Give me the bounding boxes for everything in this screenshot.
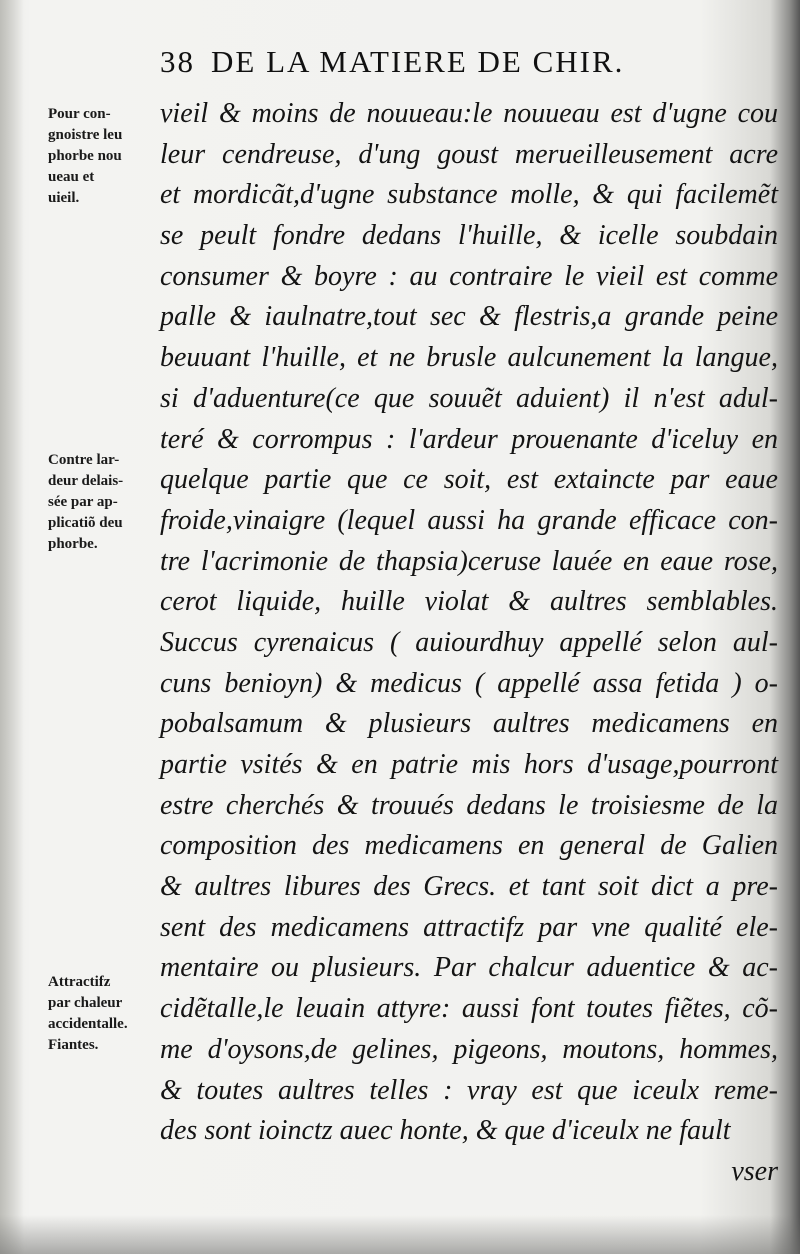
text-line: cerot liquide, huille violat & aultres semblables. bbox=[160, 586, 778, 618]
marginal-note-line: accidentalle. bbox=[48, 1016, 128, 1032]
marginal-note-line: gnoistre leu bbox=[48, 127, 123, 143]
marginal-note-line: phorbe. bbox=[48, 536, 98, 552]
text-line: leur cendreuse, d'ung goust merueilleusement acre bbox=[160, 138, 778, 170]
text-line: si d'aduenture(ce que souuẽt aduient) il n'est adul- bbox=[160, 382, 778, 414]
body-text bbox=[160, 94, 778, 1193]
text-line: cidẽtalle,le leuain attyre: aussi font toutes fiẽtes, cõ- bbox=[160, 993, 778, 1025]
text-line: & aultres libures des Grecs. et tant soit dict a pre- bbox=[160, 871, 778, 903]
marginal-note-line: phorbe nou bbox=[48, 148, 122, 164]
marginal-note-line: par chaleur bbox=[48, 995, 123, 1011]
text-line: se peult fondre dedans l'huille, & icelle soubdain bbox=[160, 220, 778, 252]
marginal-note-3 bbox=[48, 972, 160, 1056]
marginal-note-line: plicatiõ deu bbox=[48, 515, 123, 531]
text-line: froide,vinaigre (lequel aussi ha grande efficace con- bbox=[160, 504, 778, 536]
marginal-note-line: Fiantes. bbox=[48, 1037, 99, 1053]
marginal-note-line: Attractifz bbox=[48, 974, 111, 990]
running-title: DE LA MATIERE DE CHIR. bbox=[211, 44, 625, 79]
text-line: cuns benioyn) & medicus ( appellé assa fetida ) o- bbox=[160, 667, 778, 699]
marginal-note-line: deur delais- bbox=[48, 473, 124, 489]
binding-shadow bbox=[0, 0, 24, 1254]
text-line: estre cherchés & trouués dedans le troisiesme de la bbox=[160, 789, 778, 821]
marginal-note-line: sée par ap- bbox=[48, 494, 118, 510]
marginal-note-line: ueau et bbox=[48, 169, 95, 185]
text-line: partie vsités & en patrie mis hors d'usage,pourront bbox=[160, 749, 778, 780]
catchword: vser bbox=[731, 1155, 778, 1187]
text-line: mentaire ou plusieurs. Par chalcur aduentice & ac- bbox=[160, 952, 778, 984]
text-line: me d'oysons,de gelines, pigeons, moutons, hommes, bbox=[160, 1033, 778, 1065]
text-line: Succus cyrenaicus ( auiourdhuy appellé selon aul- bbox=[160, 626, 778, 658]
text-line: teré & corrompus : l'ardeur prouenante d'iceluy en bbox=[160, 423, 778, 455]
text-line: et mordicãt,d'ugne substance molle, & qui facilemẽt bbox=[160, 179, 778, 211]
text-line: vieil & moins de nouueau:le nouueau est d'ugne cou bbox=[160, 98, 778, 129]
text-line: quelque partie que ce soit, est extaincte par eaue bbox=[160, 464, 778, 496]
marginal-note-line: Contre lar- bbox=[48, 452, 120, 468]
marginal-note-2 bbox=[48, 450, 160, 555]
text-line: palle & iaulnatre,tout sec & flestris,a grande peine bbox=[160, 301, 778, 333]
text-line: beuuant l'huille, et ne brusle aulcunement la langue, bbox=[160, 342, 778, 374]
page-number: 38 bbox=[160, 44, 195, 79]
text-line: des sont ioinctz auec honte, & que d'iceulx ne fault bbox=[160, 1115, 731, 1147]
marginal-note-line: Pour con- bbox=[48, 106, 111, 122]
running-header bbox=[160, 44, 770, 84]
text-line: pobalsamum & plusieurs aultres medicamens en bbox=[160, 708, 778, 740]
text-line: tre l'acrimonie de thapsia)ceruse lauée en eaue rose, bbox=[160, 545, 778, 577]
marginal-note-1 bbox=[48, 104, 160, 209]
text-line: & toutes aultres telles : vray est que iceulx reme- bbox=[160, 1074, 778, 1106]
text-line: composition des medicamens en general de Galien bbox=[160, 830, 778, 862]
page-bottom-shadow bbox=[0, 1215, 800, 1254]
marginal-note-line: uieil. bbox=[48, 190, 80, 206]
text-line: consumer & boyre : au contraire le vieil est comme bbox=[160, 260, 778, 292]
text-line: sent des medicamens attractifz par vne qualité ele- bbox=[160, 911, 778, 943]
